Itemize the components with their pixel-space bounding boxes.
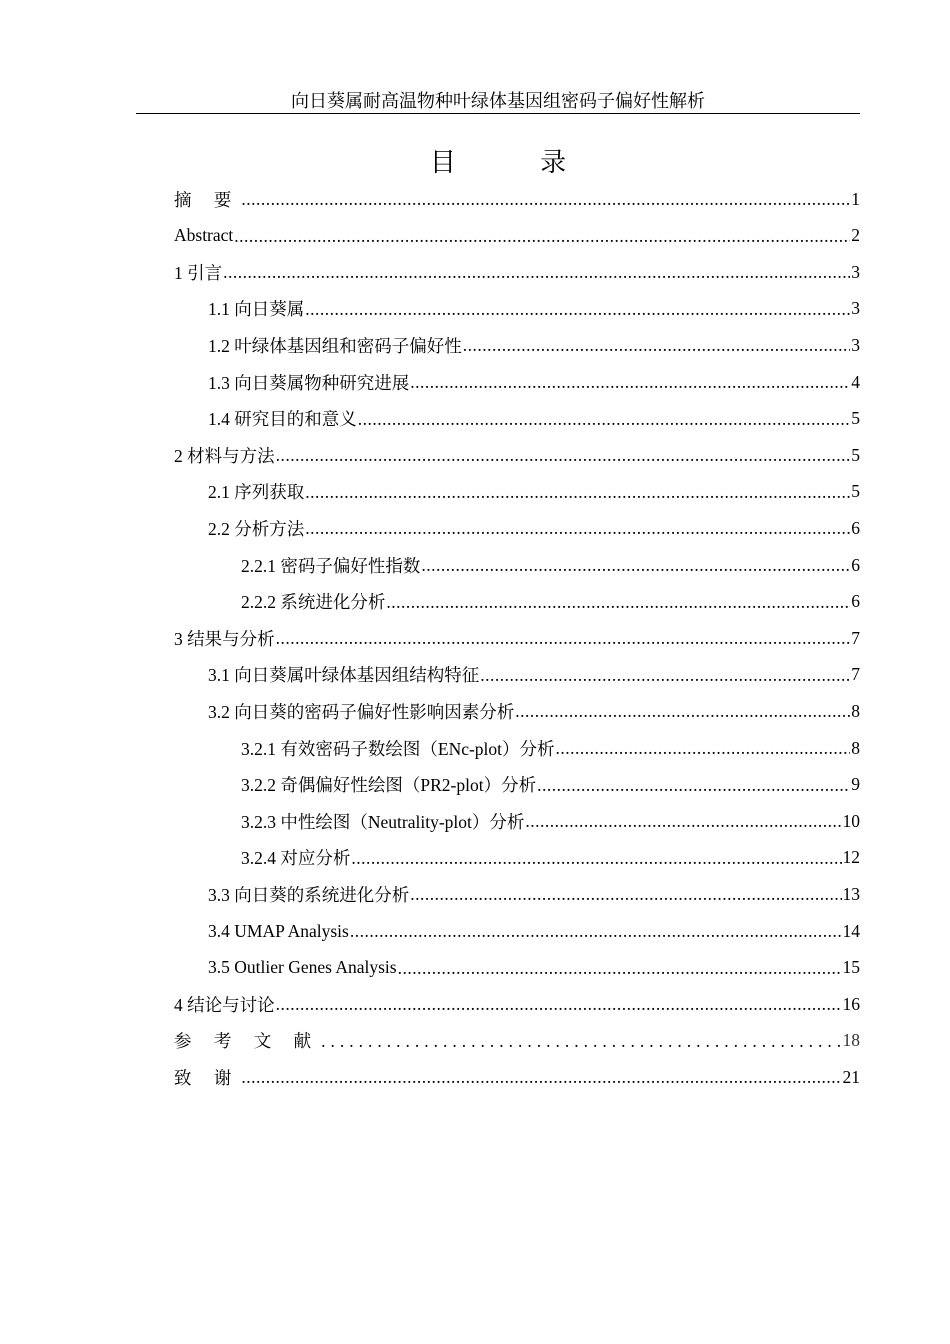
toc-entry-page: 4 <box>851 371 860 392</box>
dot-leader <box>276 627 851 649</box>
toc-entry-label: 1.2 叶绿体基因组和密码子偏好性 <box>208 335 462 356</box>
toc-title: 目 录 <box>429 148 605 178</box>
toc-entry-label: 参 考 文 献 <box>174 1031 321 1052</box>
toc-entry-page: 18 <box>842 1030 860 1051</box>
toc-entry-page: 12 <box>842 847 860 868</box>
toc-entry-page: 7 <box>851 627 860 648</box>
toc-entry-label: 摘 要 <box>174 189 241 210</box>
toc-entry-label: Abstract <box>174 225 234 246</box>
toc-entry-page: 5 <box>851 481 860 502</box>
toc-entry-1-3[interactable] <box>208 364 860 400</box>
toc-entry-3-1[interactable] <box>208 657 860 693</box>
running-header: 向日葵属耐高温物种叶绿体基因组密码子偏好性解析 <box>291 91 705 112</box>
toc-entry-label: 2 材料与方法 <box>174 445 275 466</box>
toc-entry-page: 3 <box>851 334 860 355</box>
toc-entry-label: 3.4 UMAP Analysis <box>208 920 349 941</box>
dot-leader <box>525 810 841 832</box>
dot-leader <box>241 188 850 210</box>
dot-leader <box>276 444 851 466</box>
dot-leader <box>305 517 850 539</box>
toc-entry-label: 3.2.1 有效密码子数绘图（ENc-plot）分析 <box>241 738 555 759</box>
dot-leader <box>410 883 841 905</box>
toc-entry-2-2-1[interactable] <box>241 547 860 583</box>
toc-entry-2-2-2[interactable] <box>241 584 860 620</box>
dot-leader <box>350 920 842 942</box>
toc-entry-3-4[interactable] <box>208 913 860 949</box>
toc-entry-1-4[interactable] <box>208 401 860 437</box>
toc-entry-2-2[interactable] <box>208 510 860 546</box>
toc-entry-label: 4 结论与讨论 <box>174 994 275 1015</box>
header-rule <box>136 113 860 114</box>
dot-leader <box>463 334 851 356</box>
toc-entry-page: 8 <box>851 700 860 721</box>
toc-entry-label: 致 谢 <box>174 1067 241 1088</box>
toc-entry-materials-methods[interactable] <box>174 437 860 473</box>
dot-leader <box>515 700 850 722</box>
toc-entry-results-analysis[interactable] <box>174 620 860 656</box>
toc-entry-label: 2.2 分析方法 <box>208 518 305 539</box>
toc-entry-3-2-2[interactable] <box>241 767 860 803</box>
dot-leader <box>398 957 842 979</box>
dot-leader <box>223 261 850 283</box>
toc-entry-label: 3 结果与分析 <box>174 628 275 649</box>
toc-entry-3-2-4[interactable] <box>241 840 860 876</box>
dot-leader <box>321 1030 841 1052</box>
dot-leader <box>241 1066 841 1088</box>
toc-entry-label: 2.1 序列获取 <box>208 482 305 503</box>
dot-leader <box>537 774 850 796</box>
toc-entry-introduction[interactable] <box>174 254 860 290</box>
toc-entry-page: 6 <box>851 517 860 538</box>
dot-leader <box>421 554 850 576</box>
toc-entry-acknowledgements[interactable] <box>174 1059 860 1095</box>
toc-entry-label: 1.4 研究目的和意义 <box>208 409 357 430</box>
toc-entry-label: 1 引言 <box>174 262 223 283</box>
toc-entry-page: 6 <box>851 554 860 575</box>
toc-entry-page: 3 <box>851 298 860 319</box>
toc-entry-page: 6 <box>851 591 860 612</box>
toc-entry-page: 7 <box>851 664 860 685</box>
toc-entry-3-2-3[interactable] <box>241 803 860 839</box>
toc-entry-1-2[interactable] <box>208 327 860 363</box>
dot-leader <box>358 408 851 430</box>
toc-entry-label: 3.1 向日葵属叶绿体基因组结构特征 <box>208 665 480 686</box>
toc-entry-abstract-en[interactable] <box>174 218 860 254</box>
toc-entry-page: 16 <box>842 993 860 1014</box>
toc-entry-label: 1.1 向日葵属 <box>208 299 305 320</box>
toc-entry-page: 9 <box>851 774 860 795</box>
toc-entry-label: 3.2 向日葵的密码子偏好性影响因素分析 <box>208 701 515 722</box>
toc-entry-label: 1.3 向日葵属物种研究进展 <box>208 372 410 393</box>
toc-entry-label: 2.2.2 系统进化分析 <box>241 592 386 613</box>
toc-entry-label: 3.3 向日葵的系统进化分析 <box>208 884 410 905</box>
dot-leader <box>386 591 850 613</box>
toc-entry-1-1[interactable] <box>208 291 860 327</box>
dot-leader <box>305 298 850 320</box>
toc-entry-page: 13 <box>842 883 860 904</box>
toc-entry-label: 2.2.1 密码子偏好性指数 <box>241 555 421 576</box>
toc-entry-3-5[interactable] <box>208 950 860 986</box>
toc-entry-page: 2 <box>851 225 860 246</box>
toc-entry-conclusion[interactable] <box>174 986 860 1022</box>
toc-entry-label: 3.2.2 奇偶偏好性绘图（PR2-plot）分析 <box>241 775 537 796</box>
toc-entry-page: 10 <box>842 810 860 831</box>
dot-leader <box>480 664 850 686</box>
dot-leader <box>234 225 850 247</box>
toc-entry-page: 14 <box>842 920 860 941</box>
dot-leader <box>305 481 850 503</box>
toc-entry-2-1[interactable] <box>208 474 860 510</box>
toc-entry-references[interactable] <box>174 1023 860 1059</box>
dot-leader <box>410 371 850 393</box>
toc-entry-label: 3.2.4 对应分析 <box>241 848 351 869</box>
toc-entry-page: 1 <box>851 188 860 209</box>
toc-entry-page: 5 <box>851 408 860 429</box>
toc-entry-3-2-1[interactable] <box>241 730 860 766</box>
toc-entry-page: 5 <box>851 444 860 465</box>
toc-entry-3-3[interactable] <box>208 876 860 912</box>
toc-entry-label: 3.5 Outlier Genes Analysis <box>208 957 397 978</box>
dot-leader <box>351 847 841 869</box>
dot-leader <box>276 993 842 1015</box>
toc-entry-3-2[interactable] <box>208 693 860 729</box>
toc-entry-page: 21 <box>842 1066 860 1087</box>
toc-entry-page: 3 <box>851 261 860 282</box>
toc-entry-abstract-cn[interactable] <box>174 181 860 217</box>
toc-entry-page: 8 <box>851 737 860 758</box>
toc-entry-page: 15 <box>842 957 860 978</box>
toc-entry-label: 3.2.3 中性绘图（Neutrality-plot）分析 <box>241 811 525 832</box>
dot-leader <box>556 737 851 759</box>
